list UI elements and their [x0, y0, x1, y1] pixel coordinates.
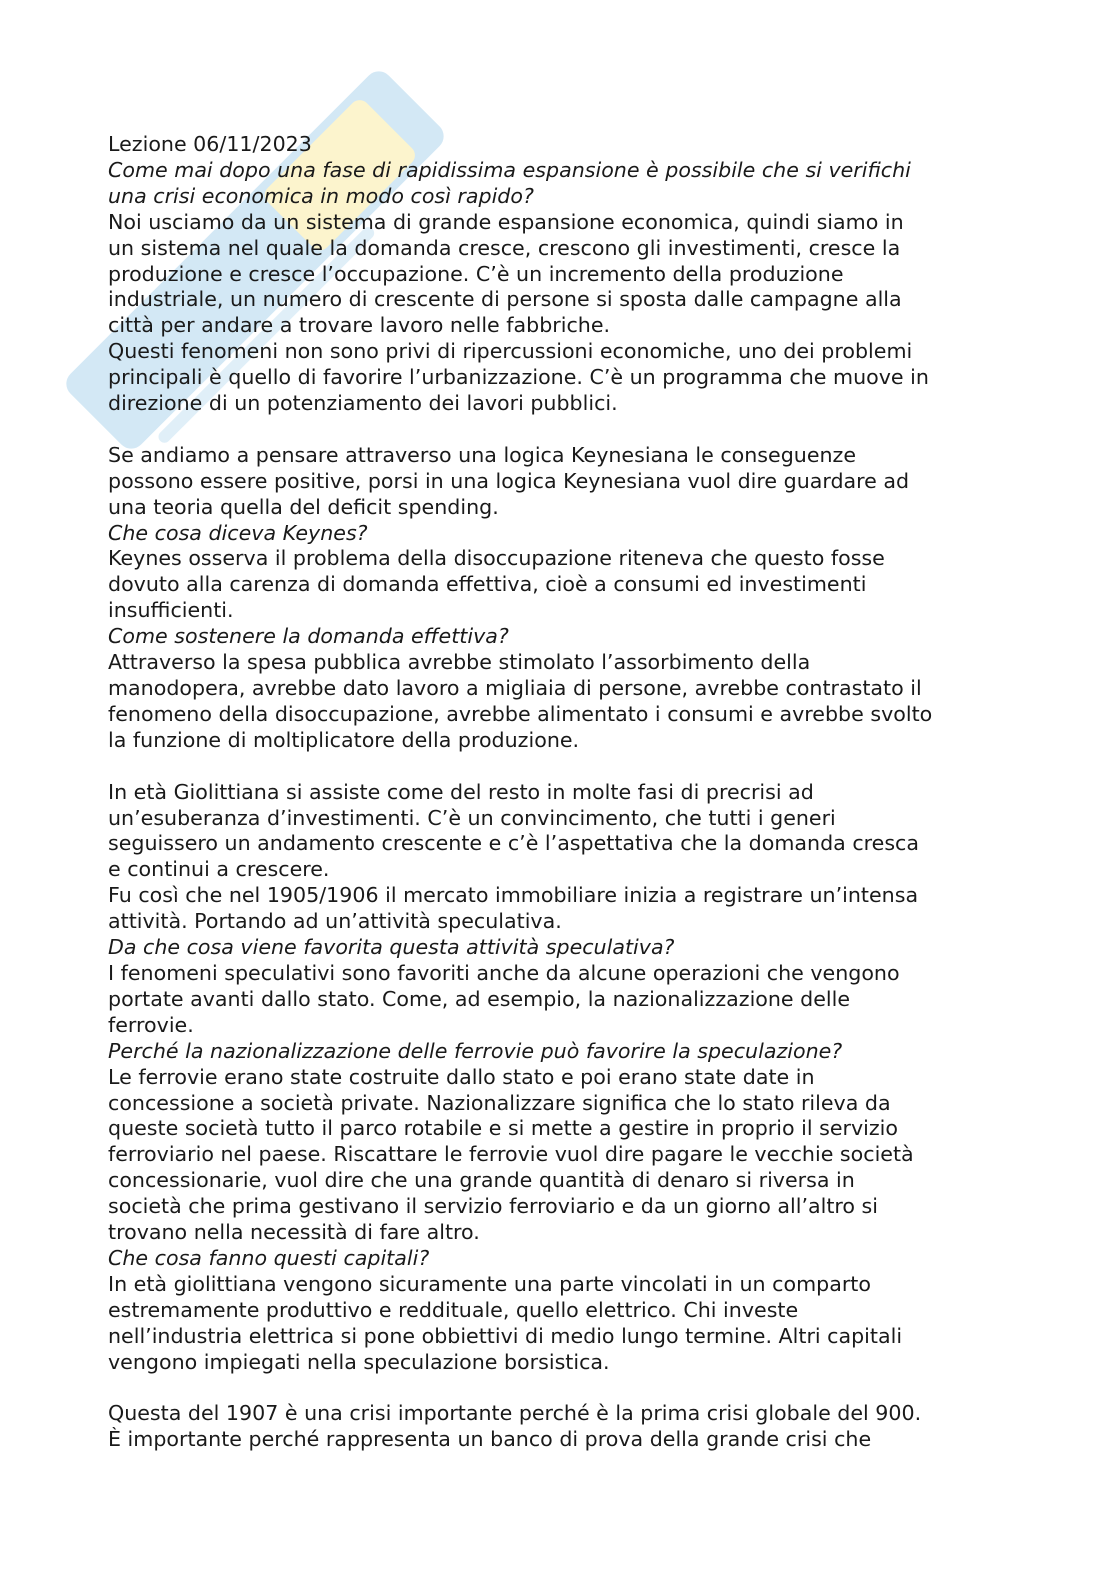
- question-heading: Come mai dopo una fase di rapidissima espansione è possibile che si verifichi una crisi economica in modo così rapido?: [108, 157, 911, 208]
- body-paragraph: I fenomeni speculativi sono favoriti anche da alcune operazioni che vengono portate avanti dallo stato. Come, ad esempio, la nazionalizzazione delle ferrovie.: [108, 960, 900, 1037]
- document-body: [108, 132, 1008, 1453]
- body-paragraph: Questa del 1907 è una crisi importante perché è la prima crisi globale del 900. È importante perché rappresenta un banco di prova della grande crisi che: [108, 1401, 922, 1452]
- body-paragraph: In età giolittiana vengono sicuramente una parte vincolati in un comparto estremamente produttivo e reddituale, quello elettrico. Chi investe nell’industria elettrica si pone obbiettivi di medio lungo termine. Altri capitali vengono impiegati nella speculazione borsistica.: [108, 1271, 903, 1374]
- body-paragraph: Noi usciamo da un sistema di grande espansione economica, quindi siamo in un sistema nel quale la domanda cresce, crescono gli investimenti, cresce la produzione e cresce l’occupazione. C’è un incremento della produzione industriale, un numero di crescente di persone si sposta dalle campagne alla città per andare a trovare lavoro nelle fabbriche.: [108, 209, 904, 338]
- lesson-header: Lezione 06/11/2023: [108, 132, 312, 156]
- body-paragraph: Se andiamo a pensare attraverso una logica Keynesiana le conseguenze possono essere positive, porsi in una logica Keynesiana vuol dire guardare ad una teoria quella del deficit spending.: [108, 442, 910, 519]
- body-paragraph: Keynes osserva il problema della disoccupazione riteneva che questo fosse dovuto alla carenza di domanda effettiva, cioè a consumi ed investimenti insufficienti.: [108, 546, 885, 623]
- document-blocks: [108, 158, 1008, 1453]
- question-heading: Che cosa fanno questi capitali?: [108, 1245, 430, 1270]
- body-paragraph: Attraverso la spesa pubblica avrebbe stimolato l’assorbimento della manodopera, avrebbe dato lavoro a migliaia di persone, avrebbe contrastato il fenomeno della disoccupazione, avrebbe alimentato i consumi e avrebbe svolto la funzione di moltiplicatore della produzione.: [108, 650, 933, 752]
- question-heading: Che cosa diceva Keynes?: [108, 520, 368, 545]
- body-paragraph: Fu così che nel 1905/1906 il mercato immobiliare inizia a registrare un’intensa attività. Portando ad un’attività speculativa.: [108, 883, 919, 934]
- body-paragraph: In età Giolittiana si assiste come del resto in molte fasi di precrisi ad un’esuberanza d’investimenti. C’è un convincimento, che tutti i generi seguissero un andamento crescente e c’è l’aspettativa che la domanda cresca e continui a crescere.: [108, 779, 919, 882]
- body-paragraph: Questi fenomeni non sono privi di ripercussioni economiche, uno dei problemi principali è quello di favorire l’urbanizzazione. C’è un programma che muove in direzione di un potenziamento dei lavori pubblici.: [108, 339, 929, 416]
- question-heading: Come sostenere la domanda effettiva?: [108, 624, 509, 649]
- body-paragraph: Le ferrovie erano state costruite dallo stato e poi erano state date in concessione a società private. Nazionalizzare significa che lo stato rileva da queste società tutto il parco rotabile e si mette a gestire in proprio il servizio ferroviario nel paese. Riscattare le ferrovie vuol dire pagare le vecchie società concessionarie, vuol dire che una grande quantità di denaro si riversa in società che prima gestivano il servizio ferroviario e da un giorno all’altro si trovano nella necessità di fare altro.: [108, 1064, 914, 1245]
- question-heading: Perché la nazionalizzazione delle ferrovie può favorire la speculazione?: [108, 1038, 843, 1063]
- question-heading: Da che cosa viene favorita questa attività speculativa?: [108, 935, 675, 960]
